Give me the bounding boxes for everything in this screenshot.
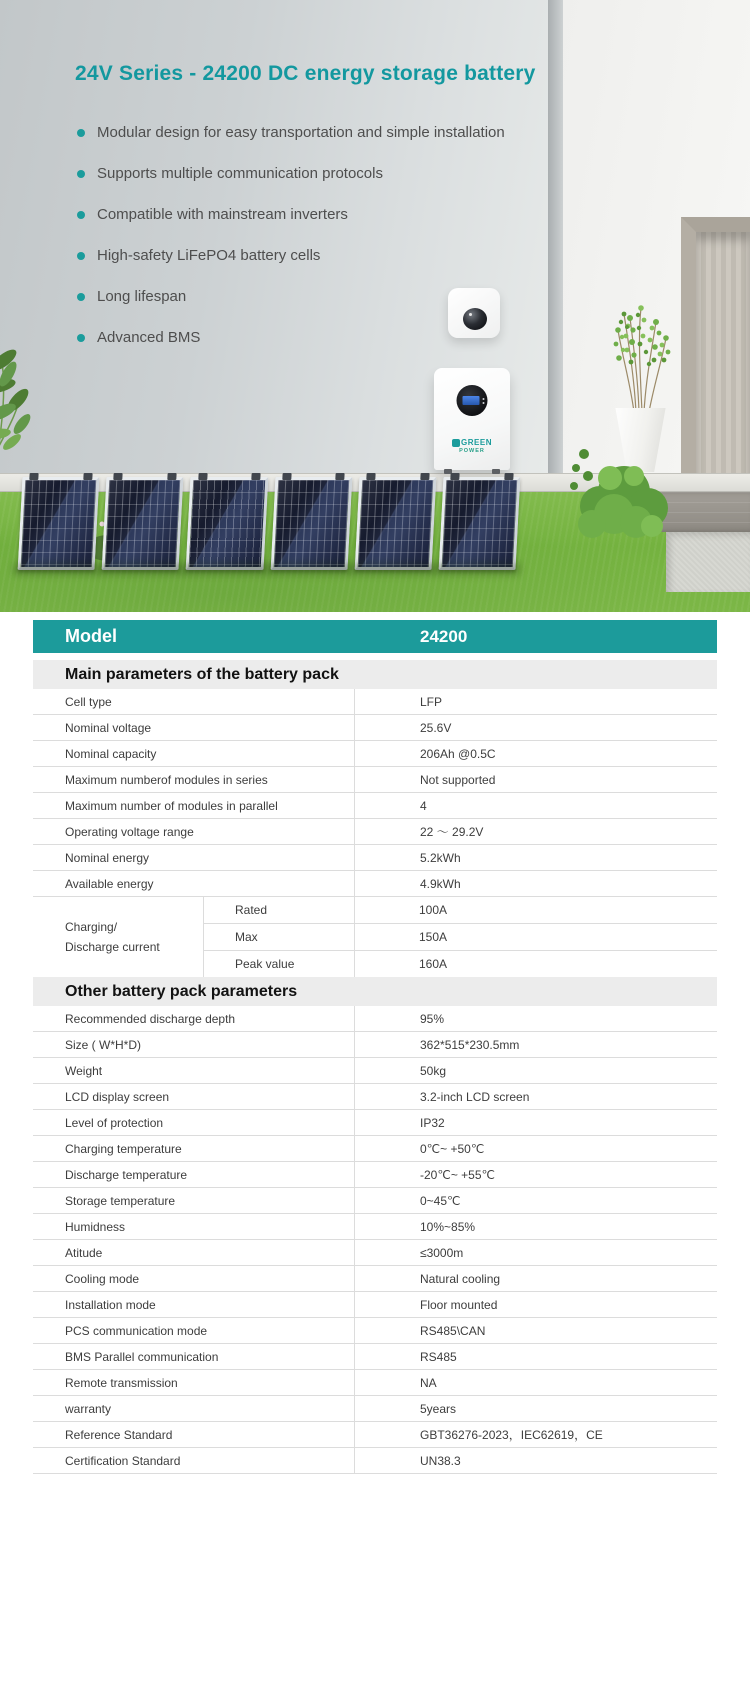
model-value: 24200	[420, 626, 468, 646]
row-label: Charging temperature	[65, 1141, 182, 1156]
row-value: 4	[354, 793, 717, 818]
potted-plant	[594, 300, 690, 412]
feature-text: Long lifespan	[97, 288, 187, 305]
hero-image	[0, 0, 750, 612]
model-label: Model	[65, 626, 117, 646]
subrow-label: Max	[203, 924, 354, 950]
row-value: -20℃~ +55℃	[354, 1162, 717, 1187]
subrow-value: 100A	[354, 897, 717, 923]
row-label: Maximum numberof modules in series	[65, 772, 268, 787]
panel-clip	[450, 473, 459, 480]
panel-clip	[167, 473, 176, 480]
feature-item	[77, 194, 505, 235]
spec-row	[33, 1395, 717, 1421]
solar-panel	[270, 477, 352, 570]
spec-row	[33, 1031, 717, 1057]
panel-clip	[30, 473, 39, 480]
battery-display	[457, 385, 488, 416]
feature-item	[77, 317, 505, 358]
spec-row	[33, 740, 717, 766]
spec-row	[33, 1187, 717, 1213]
spec-row	[33, 1006, 717, 1031]
row-label: Nominal voltage	[65, 720, 152, 735]
spec-row	[33, 1343, 717, 1369]
panel-clip	[336, 473, 345, 480]
row-value: 95%	[354, 1006, 717, 1031]
row-label: Maximum number of modules in parallel	[65, 798, 278, 813]
subrow-value: 160A	[354, 951, 717, 977]
row-value: Natural cooling	[354, 1266, 717, 1291]
solar-panel	[18, 477, 100, 570]
panel-clip	[282, 473, 291, 480]
bullet-dot-icon	[77, 334, 85, 342]
spec-row	[33, 1213, 717, 1239]
feature-item	[77, 276, 505, 317]
spec-subrow	[203, 950, 717, 977]
row-value: 0℃~ +50℃	[354, 1136, 717, 1161]
panel-clip	[252, 473, 261, 480]
panel-clip	[114, 473, 123, 480]
feature-item	[77, 235, 505, 276]
feature-item	[77, 112, 505, 153]
door	[681, 217, 750, 478]
row-value: 25.6V	[354, 715, 717, 740]
spec-subrow	[203, 897, 717, 923]
row-value: 206Ah @0.5C	[354, 741, 717, 766]
main-parameters-rows	[33, 689, 717, 977]
row-value: 0~45℃	[354, 1188, 717, 1213]
section-title-other: Other battery pack parameters	[33, 977, 717, 1006]
solar-panel	[186, 477, 268, 570]
row-label: Reference Standard	[65, 1427, 173, 1442]
bullet-dot-icon	[77, 252, 85, 260]
spec-row	[33, 792, 717, 818]
row-value: 4.9kWh	[354, 871, 717, 896]
bullet-dot-icon	[77, 170, 85, 178]
group-subrows	[203, 897, 717, 977]
spec-row	[33, 1265, 717, 1291]
battery-unit	[434, 368, 510, 470]
solar-panel	[354, 477, 436, 570]
spec-row	[33, 1135, 717, 1161]
spec-row	[33, 1161, 717, 1187]
panel-clip	[420, 473, 429, 480]
row-label: Nominal energy	[65, 850, 150, 865]
bush	[562, 434, 674, 550]
feature-item	[77, 153, 505, 194]
spec-row	[33, 1291, 717, 1317]
bullet-dot-icon	[77, 211, 85, 219]
row-label: Nominal capacity	[65, 746, 157, 761]
row-label: Atitude	[65, 1245, 103, 1260]
solar-panel-array	[18, 477, 521, 570]
other-parameters-rows	[33, 1006, 717, 1474]
pavement	[666, 532, 750, 592]
row-value: ≤3000m	[354, 1240, 717, 1265]
row-value: GBT36276-2023，IEC62619，CE	[354, 1422, 717, 1447]
spec-row	[33, 1447, 717, 1473]
row-label: Cooling mode	[65, 1271, 140, 1286]
spec-row	[33, 714, 717, 740]
spec-row	[33, 1109, 717, 1135]
spec-row	[33, 844, 717, 870]
charging-group-row	[33, 896, 717, 977]
row-value: Floor mounted	[354, 1292, 717, 1317]
spec-row	[33, 818, 717, 844]
row-label: Recommended discharge depth	[65, 1011, 236, 1026]
row-label: warranty	[65, 1401, 112, 1416]
feature-text: High-safety LiFePO4 battery cells	[97, 247, 321, 264]
solar-panel	[102, 477, 184, 570]
row-value: IP32	[354, 1110, 717, 1135]
wall-corner	[548, 0, 563, 478]
row-label: Certification Standard	[65, 1453, 181, 1468]
row-label: Storage temperature	[65, 1193, 176, 1208]
row-value: 50kg	[354, 1058, 717, 1083]
row-label: LCD display screen	[65, 1089, 170, 1104]
spec-table	[33, 620, 717, 1474]
row-value: 362*515*230.5mm	[354, 1032, 717, 1057]
feature-list	[77, 112, 505, 358]
spec-row	[33, 1083, 717, 1109]
brand-name-line2: POWER	[459, 448, 485, 454]
brand-icon	[452, 439, 460, 447]
group-label-line2: Discharge current	[65, 940, 160, 954]
bullet-dot-icon	[77, 293, 85, 301]
group-label-line1: Charging/	[65, 919, 118, 934]
spec-row	[33, 1239, 717, 1265]
panel-clip	[83, 473, 92, 480]
row-label: Operating voltage range	[65, 824, 194, 839]
row-label: Remote transmission	[65, 1375, 178, 1390]
row-label: Discharge temperature	[65, 1167, 188, 1182]
spec-row	[33, 1421, 717, 1447]
row-label: Humidness	[65, 1219, 126, 1234]
row-label: Available energy	[65, 876, 154, 891]
feature-text: Compatible with mainstream inverters	[97, 206, 348, 223]
row-label: BMS Parallel communication	[65, 1349, 219, 1364]
row-value: NA	[354, 1370, 717, 1395]
spec-row	[33, 689, 717, 714]
feature-text: Supports multiple communication protocols	[97, 165, 383, 182]
brand-logo	[434, 438, 510, 454]
row-label: PCS communication mode	[65, 1323, 208, 1338]
spec-row	[33, 1317, 717, 1343]
subrow-label: Peak value	[203, 951, 354, 977]
row-label: Level of protection	[65, 1115, 164, 1130]
panel-clip	[504, 473, 513, 480]
battery-lcd-screen	[463, 396, 480, 405]
spec-row	[33, 766, 717, 792]
spec-row	[33, 1369, 717, 1395]
spec-subrow	[203, 923, 717, 950]
spec-row	[33, 1057, 717, 1083]
page-title: 24V Series - 24200 DC energy storage battery	[75, 62, 536, 85]
row-label: Cell type	[65, 694, 112, 709]
row-value: RS485	[354, 1344, 717, 1369]
row-label: Size ( W*H*D)	[65, 1037, 142, 1052]
solar-panel	[438, 477, 520, 570]
model-header	[33, 620, 717, 653]
row-value: LFP	[354, 689, 717, 714]
subrow-label: Rated	[203, 897, 354, 923]
row-label: Weight	[65, 1063, 103, 1078]
group-label	[33, 897, 203, 977]
row-value: 5years	[354, 1396, 717, 1421]
row-value: UN38.3	[354, 1448, 717, 1473]
panel-clip	[366, 473, 375, 480]
bullet-dot-icon	[77, 129, 85, 137]
panel-clip	[198, 473, 207, 480]
subrow-value: 150A	[354, 924, 717, 950]
row-value: 10%~85%	[354, 1214, 717, 1239]
row-value: RS485\CAN	[354, 1318, 717, 1343]
row-value: 3.2-inch LCD screen	[354, 1084, 717, 1109]
left-plant	[0, 342, 68, 454]
row-value: 5.2kWh	[354, 845, 717, 870]
row-value: Not supported	[354, 767, 717, 792]
feature-text: Advanced BMS	[97, 329, 201, 346]
row-label: Installation mode	[65, 1297, 156, 1312]
section-title-main: Main parameters of the battery pack	[33, 660, 717, 689]
spec-row	[33, 870, 717, 896]
brand-name-line1: GREEN	[461, 438, 492, 447]
feature-text: Modular design for easy transportation and simple installation	[97, 124, 505, 141]
panel-shadow	[14, 563, 521, 575]
row-value: 22 ～ 29.2V	[354, 819, 717, 844]
